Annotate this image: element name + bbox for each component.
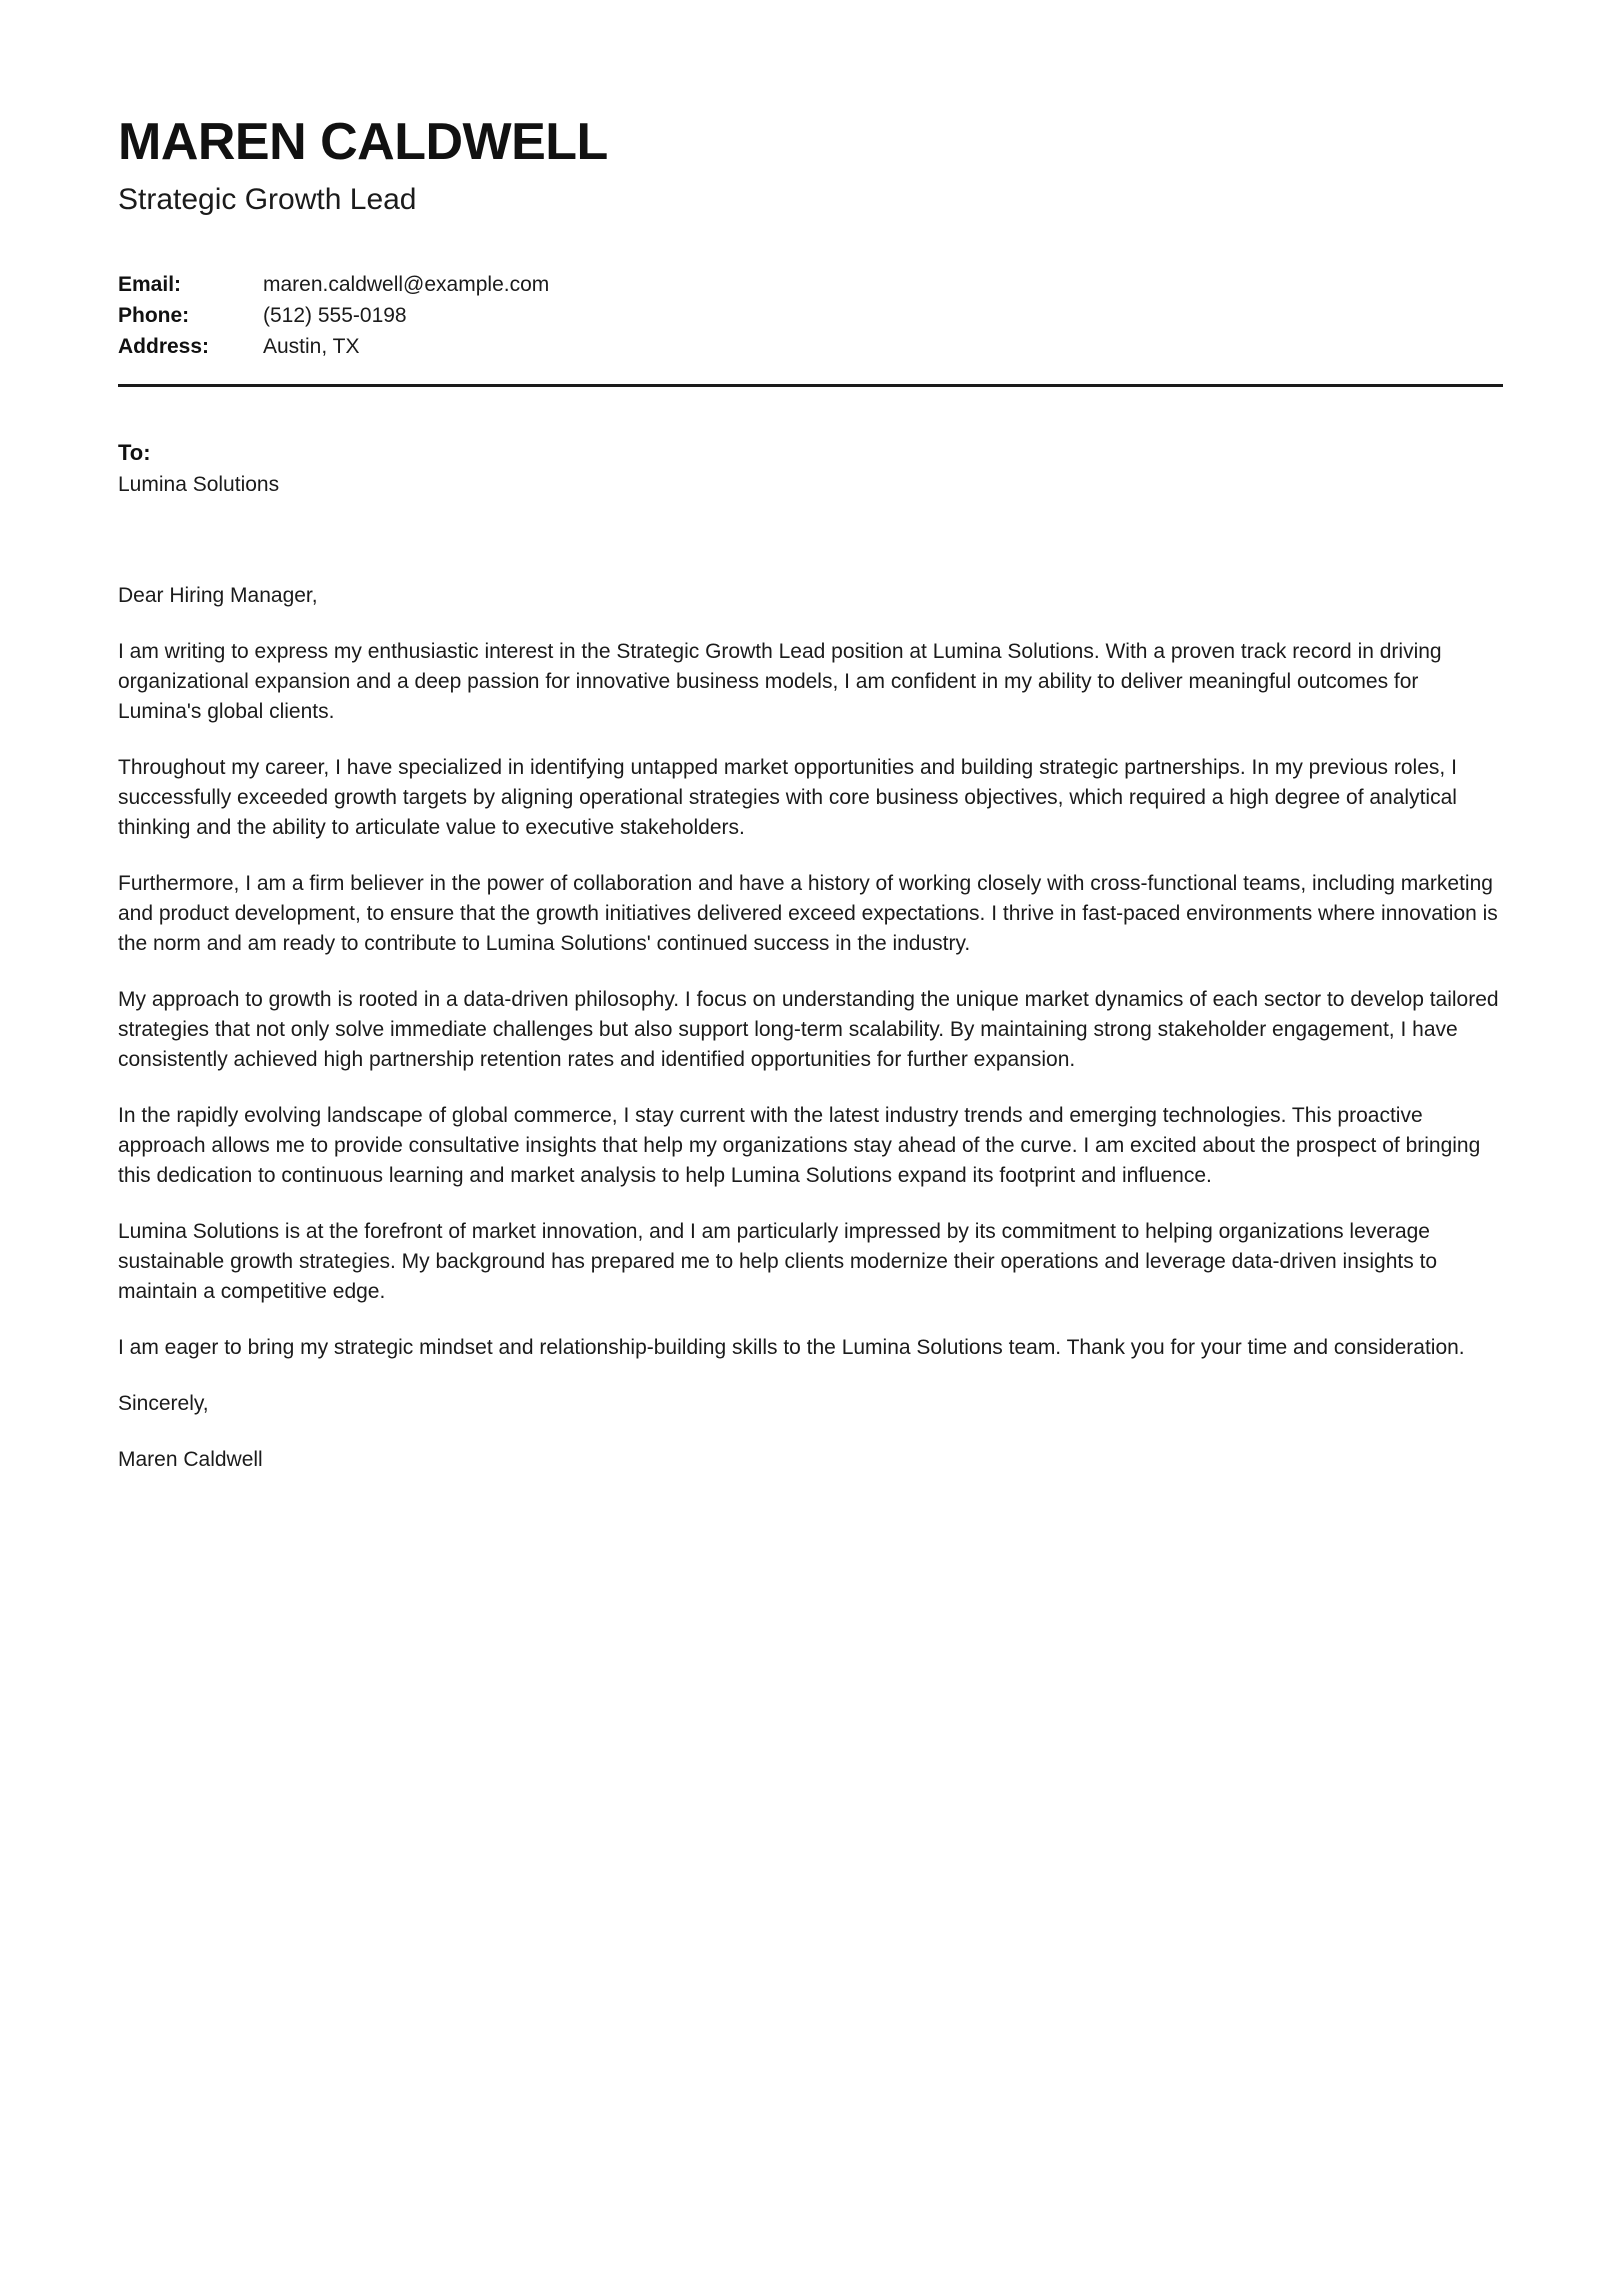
header-divider — [118, 384, 1503, 387]
phone-value: (512) 555-0198 — [263, 304, 407, 328]
email-value: maren.caldwell@example.com — [263, 273, 550, 297]
contact-row-address — [118, 331, 1503, 362]
paragraph-2: Throughout my career, I have specialized in identifying untapped market opportunities and building strategic partnerships. In my previous roles, I successfully exceeded growth targets by aligning operational strategies with core business objectives, which required a high degree of analytical thinking and the ability to articulate value to executive stakeholders. — [118, 756, 1457, 840]
address-value: Austin, TX — [263, 335, 360, 359]
letter-body — [118, 581, 1503, 1475]
contact-info — [118, 269, 1503, 362]
paragraph-1: I am writing to express my enthusiastic interest in the Strategic Growth Lead position at Lumina Solutions. With a proven track record in driving organizational expansion and a deep passion for innovative business models, I am confident in my ability to deliver meaningful outcomes for Lumina's global clients. — [118, 640, 1442, 724]
letter-header — [118, 114, 1503, 387]
paragraph-4: My approach to growth is rooted in a data-driven philosophy. I focus on understanding the unique market dynamics of each sector to develop tailored strategies that not only solve immediate challenges but also support long-term scalability. By maintaining strong stakeholder engagement, I have consistently achieved high partnership retention rates and identified opportunities for further expansion. — [118, 988, 1499, 1072]
address-label: Address: — [118, 335, 210, 359]
recipient-section — [118, 437, 1503, 501]
contact-row-phone — [118, 300, 1503, 331]
paragraph-3: Furthermore, I am a firm believer in the power of collaboration and have a history of working closely with cross-functional teams, including marketing and product development, to ensure that the growth initiatives delivered exceed expectations. I thrive in fast-paced environments where innovation is the norm and am ready to contribute to Lumina Solutions' continued success in the industry. — [118, 872, 1498, 956]
email-label: Email: — [118, 273, 182, 297]
salutation: Dear Hiring Manager, — [118, 584, 318, 608]
phone-label: Phone: — [118, 304, 190, 328]
paragraph-5: In the rapidly evolving landscape of global commerce, I stay current with the latest industry trends and emerging technologies. This proactive approach allows me to provide consultative insights that help my organizations stay ahead of the curve. I am excited about the prospect of bringing this dedication to continuous learning and market analysis to help Lumina Solutions expand its footprint and influence. — [118, 1104, 1481, 1188]
candidate-name: MAREN CALDWELL — [118, 113, 608, 171]
signature-name: Maren Caldwell — [118, 1448, 263, 1472]
to-label: To: — [118, 440, 151, 466]
candidate-job-title: Strategic Growth Lead — [118, 183, 417, 217]
paragraph-7: I am eager to bring my strategic mindset and relationship-building skills to the Lumina Solutions team. Thank you for your time and consideration. — [118, 1336, 1465, 1360]
paragraph-6: Lumina Solutions is at the forefront of market innovation, and I am particularly impressed by its commitment to helping organizations leverage sustainable growth strategies. My background has prepared me to help clients modernize their operations and leverage data-driven insights to maintain a competitive edge. — [118, 1220, 1438, 1304]
recipient-company: Lumina Solutions — [118, 473, 280, 497]
closing: Sincerely, — [118, 1392, 209, 1416]
contact-row-email — [118, 269, 1503, 300]
